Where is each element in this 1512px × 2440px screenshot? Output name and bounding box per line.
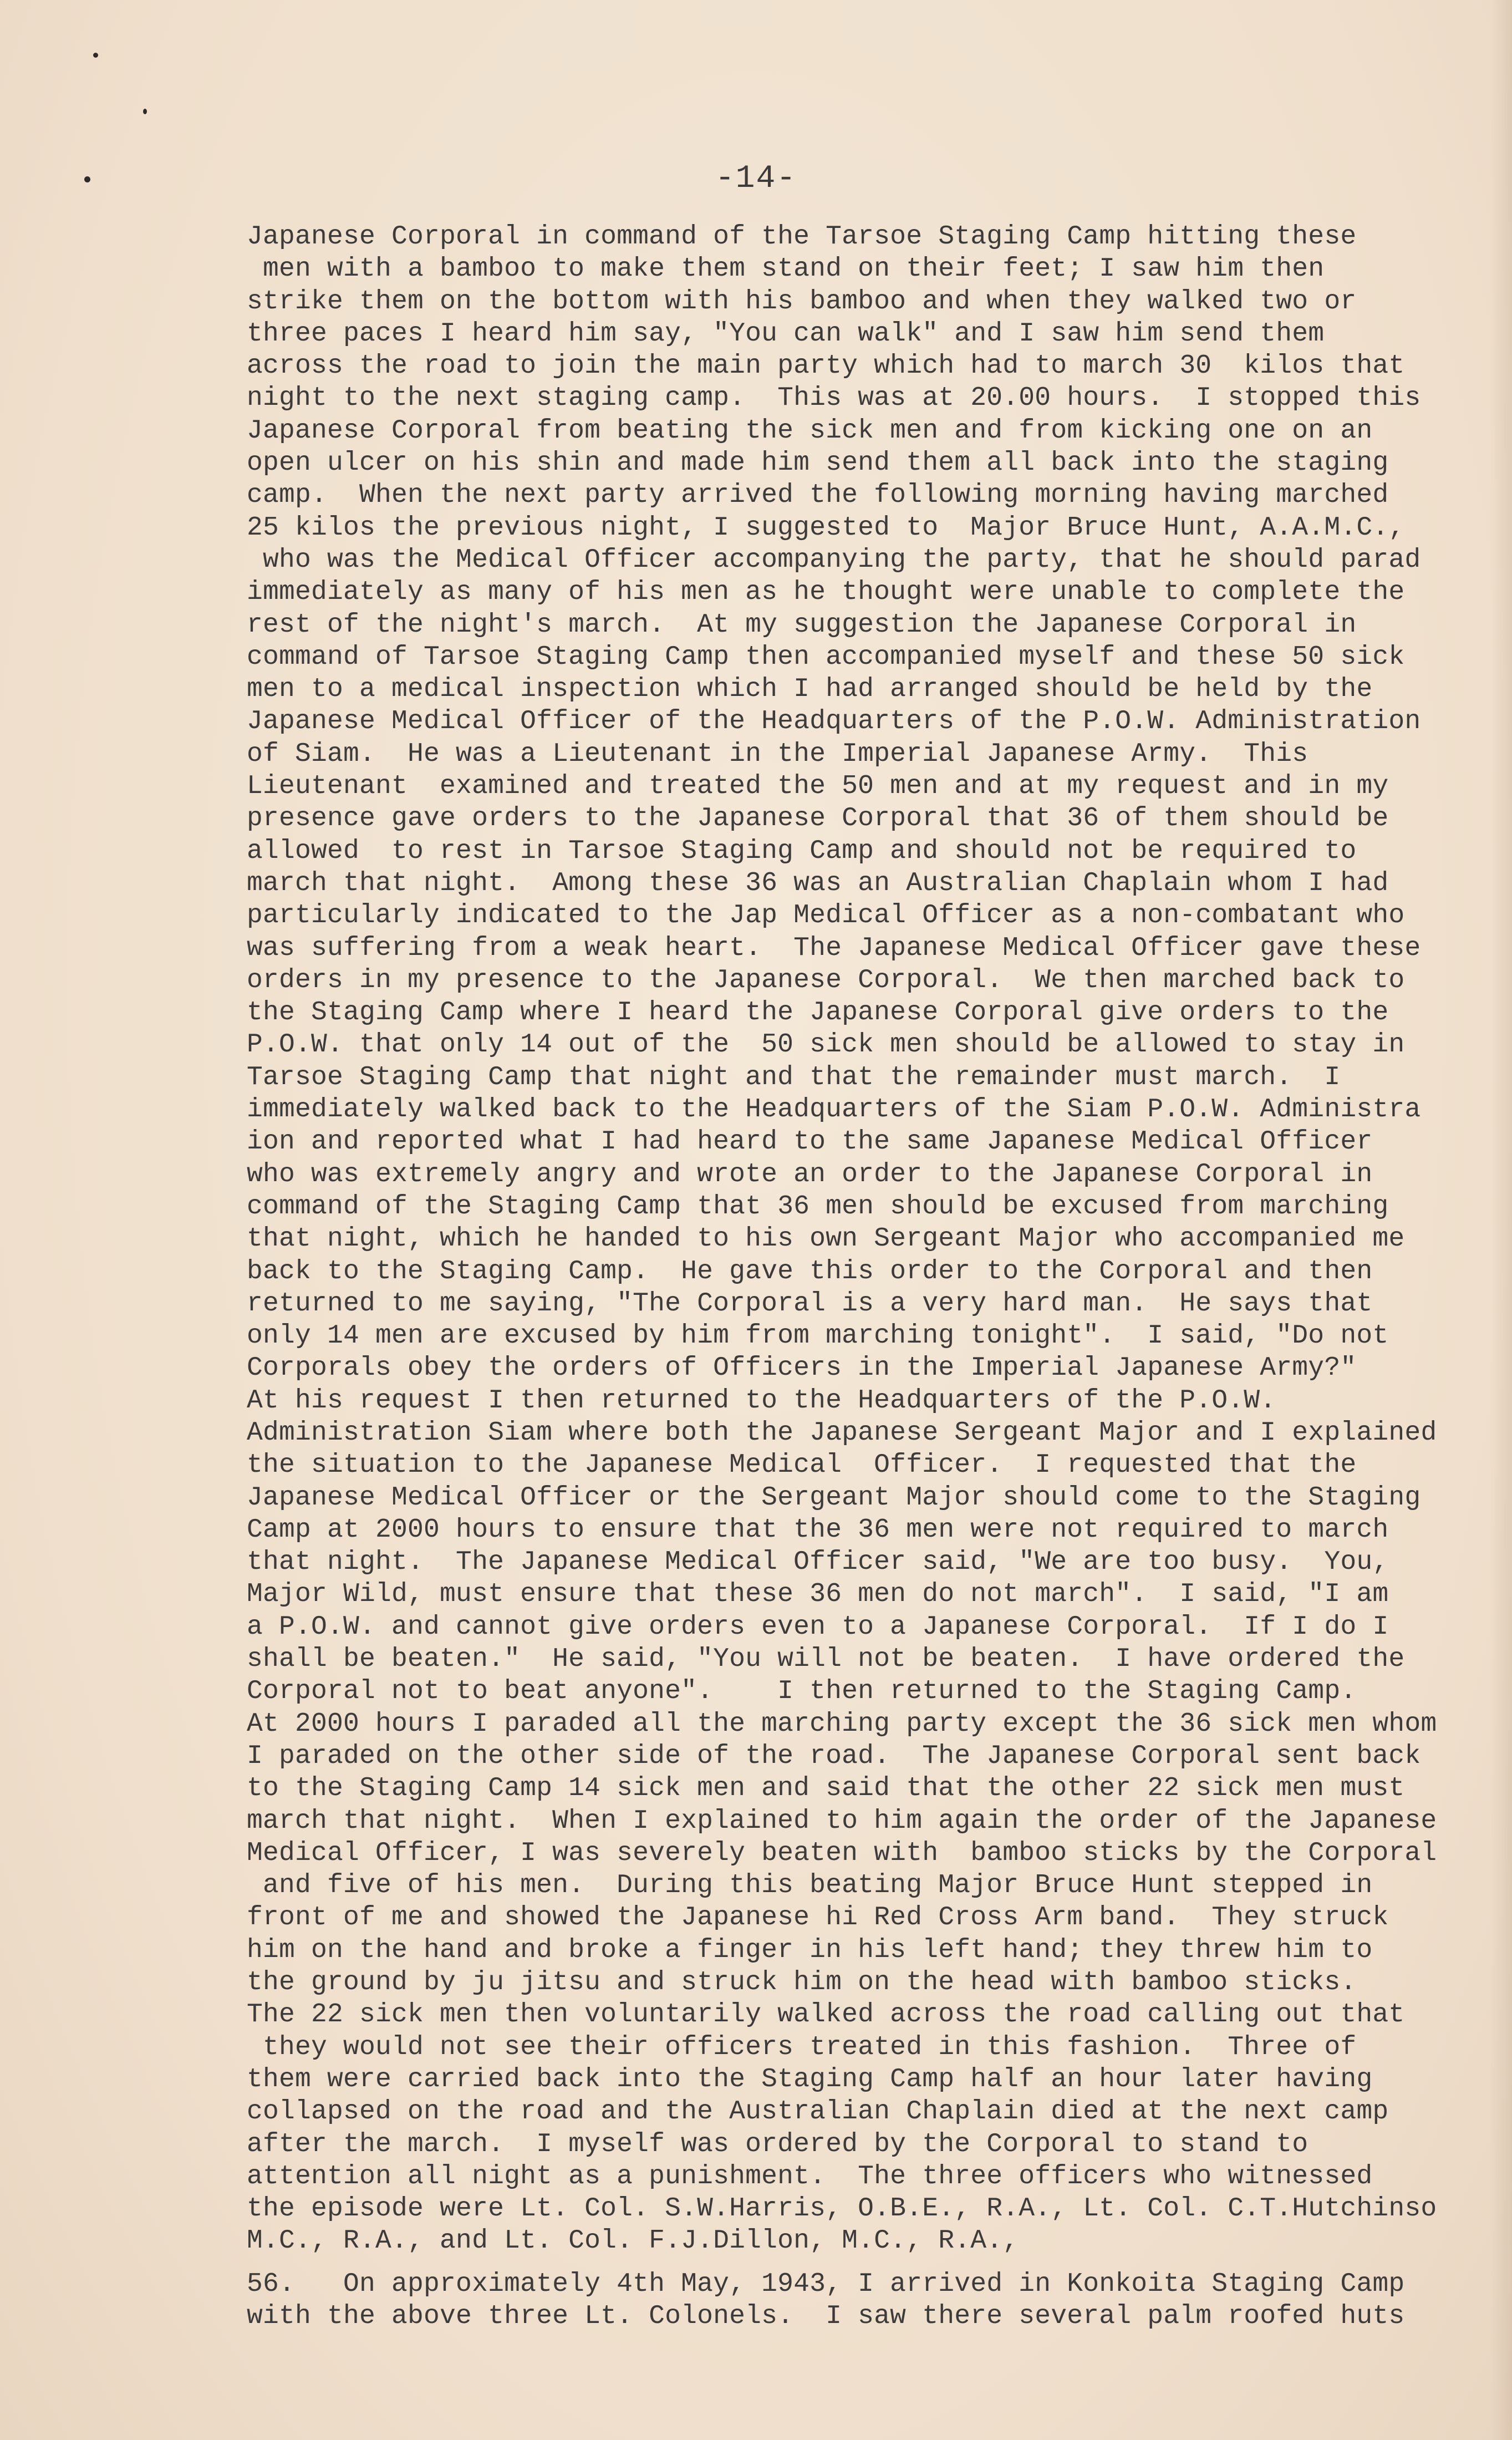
text-line: Camp at 2000 hours to ensure that the 36 men were not required to march [247, 1514, 1389, 1545]
text-line: after the march. I myself was ordered by the Corporal to stand to [247, 2129, 1309, 2159]
text-line: allowed to rest in Tarsoe Staging Camp and should not be required to [247, 836, 1357, 866]
text-line: only 14 men are excused by him from marching tonight". I said, "Do not [247, 1321, 1389, 1351]
text-line: M.C., R.A., and Lt. Col. F.J.Dillon, M.C., R.A., [247, 2226, 1019, 2256]
text-line: that night, which he handed to his own Sergeant Major who accompanied me [247, 1224, 1405, 1254]
paragraph-56 [247, 2268, 1489, 2333]
text-line: open ulcer on his shin and made him send them all back into the staging [247, 448, 1389, 479]
text-line: rest of the night's march. At my suggestion the Japanese Corporal in [247, 609, 1357, 640]
text-line: presence gave orders to the Japanese Corporal that 36 of them should be [247, 804, 1389, 834]
text-line: Japanese Medical Officer or the Sergeant Major should come to the Staging [247, 1482, 1421, 1513]
text-line: collapsed on the road and the Australian Chaplain died at the next camp [247, 2097, 1389, 2127]
text-line: who was extremely angry and wrote an order to the Japanese Corporal in [247, 1159, 1373, 1190]
page-number: -14- [715, 161, 797, 197]
text-line: P.O.W. that only 14 out of the 50 sick men should be allowed to stay in [247, 1030, 1405, 1060]
text-line: three paces I heard him say, "You can walk" and I saw him send them [247, 318, 1325, 349]
text-line: returned to me saying, "The Corporal is a very hard man. He says that [247, 1288, 1373, 1319]
text-line: a P.O.W. and cannot give orders even to a Japanese Corporal. If I do I [247, 1612, 1389, 1642]
text-line: attention all night as a punishment. The three officers who witnessed [247, 2161, 1373, 2192]
text-line: of Siam. He was a Lieutenant in the Imperial Japanese Army. This [247, 739, 1309, 769]
text-line: camp. When the next party arrived the following morning having marched [247, 480, 1389, 511]
text-line: march that night. Among these 36 was an Australian Chaplain whom I had [247, 868, 1389, 898]
text-line: night to the next staging camp. This was at 20.00 hours. I stopped this [247, 383, 1421, 414]
text-line: strike them on the bottom with his bamboo and when they walked two or [247, 286, 1357, 317]
text-line: 25 kilos the previous night, I suggested to Major Bruce Hunt, A.A.M.C., [247, 512, 1405, 543]
text-line: I paraded on the other side of the road. The Japanese Corporal sent back [247, 1741, 1421, 1771]
text-line: ion and reported what I had heard to the same Japanese Medical Officer [247, 1127, 1373, 1157]
text-line: the episode were Lt. Col. S.W.Harris, O.B.E., R.A., Lt. Col. C.T.Hutchinso [247, 2194, 1437, 2224]
text-line: who was the Medical Officer accompanying the party, that he should parad [247, 545, 1421, 575]
text-line: Medical Officer, I was severely beaten with bamboo sticks by the Corporal [247, 1838, 1437, 1868]
text-line: Administration Siam where both the Japanese Sergeant Major and I explained [247, 1417, 1437, 1448]
paragraph-body [247, 221, 1489, 2258]
text-line: particularly indicated to the Jap Medical Officer as a non-combatant who [247, 901, 1405, 931]
text-line: shall be beaten." He said, "You will not be beaten. I have ordered the [247, 1644, 1405, 1675]
text-line: Tarsoe Staging Camp that night and that the remainder must march. I [247, 1062, 1341, 1092]
text-line: immediately walked back to the Headquarters of the Siam P.O.W. Administra [247, 1095, 1421, 1125]
text-line: the Staging Camp where I heard the Japanese Corporal give orders to the [247, 998, 1389, 1028]
text-line: immediately as many of his men as he thought were unable to complete the [247, 577, 1405, 608]
paper-edge-shadow [1490, 0, 1512, 2440]
text-line: Corporal not to beat anyone". I then returned to the Staging Camp. [247, 1676, 1357, 1707]
text-line: men to a medical inspection which I had arranged should be held by the [247, 674, 1373, 705]
text-line: Japanese Corporal in command of the Tarsoe Staging Camp hitting these [247, 222, 1357, 252]
text-line: march that night. When I explained to him again the order of the Japanese [247, 1806, 1437, 1836]
text-line: Major Wild, must ensure that these 36 men do not march". I said, "I am [247, 1579, 1389, 1610]
text-line: Corporals obey the orders of Officers in the Imperial Japanese Army?" [247, 1353, 1357, 1384]
text-line: they would not see their officers treated in this fashion. Three of [247, 2032, 1357, 2062]
text-line: command of Tarsoe Staging Camp then accompanied myself and these 50 sick [247, 642, 1405, 672]
text-line: At his request I then returned to the Headquarters of the P.O.W. [247, 1385, 1276, 1416]
text-line: the ground by ju jitsu and struck him on the head with bamboo sticks. [247, 1968, 1357, 1998]
text-line: Japanese Corporal from beating the sick men and from kicking one on an [247, 415, 1373, 446]
ink-speck [143, 109, 147, 114]
text-line: men with a bamboo to make them stand on their feet; I saw him then [247, 254, 1325, 284]
text-line: 56. On approximately 4th May, 1943, I arrived in Konkoita Staging Camp [247, 2269, 1405, 2299]
ink-speck [93, 53, 98, 58]
text-line: him on the hand and broke a finger in his left hand; they threw him to [247, 1935, 1373, 1965]
text-line: The 22 sick men then voluntarily walked across the road calling out that [247, 2000, 1405, 2030]
text-line: back to the Staging Camp. He gave this order to the Corporal and then [247, 1256, 1373, 1287]
text-line: to the Staging Camp 14 sick men and said that the other 22 sick men must [247, 1773, 1405, 1804]
text-line: that night. The Japanese Medical Officer said, "We are too busy. You, [247, 1547, 1389, 1578]
text-line: was suffering from a weak heart. The Japanese Medical Officer gave these [247, 933, 1421, 963]
text-line: across the road to join the main party which had to march 30 kilos that [247, 351, 1405, 382]
text-line: Lieutenant examined and treated the 50 men and at my request and in my [247, 771, 1389, 802]
text-line: orders in my presence to the Japanese Corporal. We then marched back to [247, 965, 1405, 995]
text-line: with the above three Lt. Colonels. I saw there several palm roofed huts [247, 2301, 1405, 2332]
text-line: the situation to the Japanese Medical Officer. I requested that the [247, 1450, 1357, 1481]
text-line: command of the Staging Camp that 36 men should be excused from marching [247, 1191, 1389, 1222]
text-line: them were carried back into the Staging Camp half an hour later having [247, 2064, 1373, 2095]
text-line: front of me and showed the Japanese hi Red Cross Arm band. They struck [247, 1903, 1389, 1933]
text-line: and five of his men. During this beating Major Bruce Hunt stepped in [247, 1870, 1373, 1901]
text-line: At 2000 hours I paraded all the marching party except the 36 sick men whom [247, 1709, 1437, 1739]
text-line: Japanese Medical Officer of the Headquarters of the P.O.W. Administration [247, 706, 1421, 737]
